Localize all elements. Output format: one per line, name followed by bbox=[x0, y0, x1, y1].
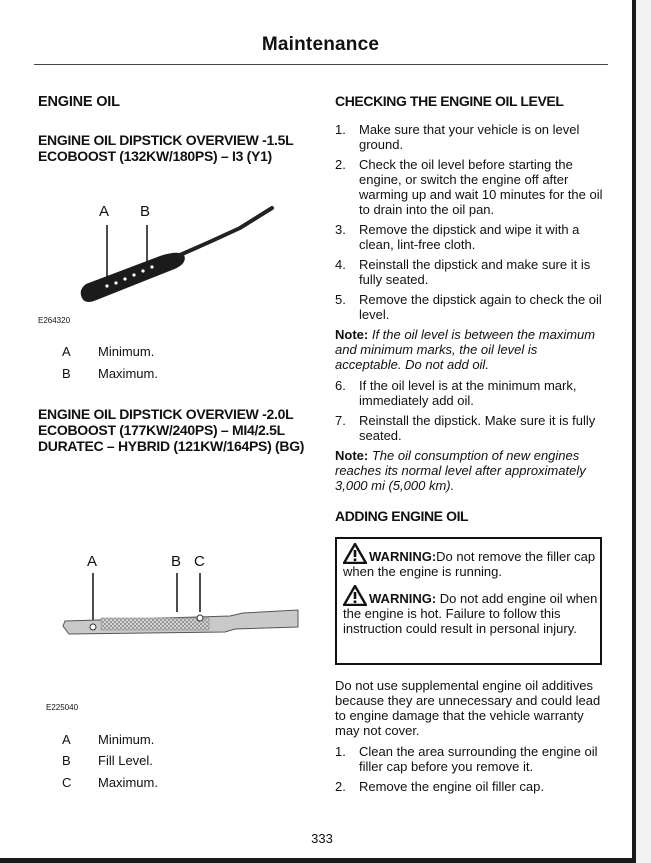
list-item bbox=[335, 744, 607, 774]
dipstick1-illustration bbox=[60, 200, 290, 320]
dipstick2-image-code: E225040 bbox=[46, 703, 79, 712]
note-oil-consumption bbox=[335, 448, 607, 493]
dipstick2-label-c: C bbox=[194, 553, 205, 570]
note-label: Note: bbox=[335, 448, 369, 463]
step-number: 1. bbox=[335, 122, 346, 137]
list-item bbox=[335, 292, 607, 322]
checking-steps bbox=[335, 122, 607, 499]
warning-icon bbox=[343, 585, 367, 606]
legend-key: B bbox=[62, 753, 71, 768]
step-number: 6. bbox=[335, 378, 346, 393]
note-label: Note: bbox=[335, 327, 369, 342]
legend-value: Minimum. bbox=[98, 732, 155, 747]
legend-key: B bbox=[62, 366, 71, 381]
warning-box bbox=[335, 537, 602, 665]
adding-title: ADDING ENGINE OIL bbox=[335, 508, 469, 524]
legend-value: Fill Level. bbox=[98, 753, 153, 768]
list-item bbox=[335, 257, 607, 287]
page-number: 333 bbox=[311, 831, 333, 846]
page-border-right bbox=[632, 0, 636, 863]
warning-text: Do not add engine oil when the engine is hot. Failure to follow this instruction could result in personal injury. bbox=[343, 591, 598, 636]
step-number: 2. bbox=[335, 157, 346, 172]
step-number: 2. bbox=[335, 779, 346, 794]
paragraph-text: Do not use supplemental engine oil additives because they are unnecessary and could lead to engine damage that the vehicle warranty may not cover. bbox=[335, 678, 601, 738]
step-text: Remove the dipstick and wipe it with a clean, lint-free cloth. bbox=[359, 222, 580, 252]
page-header: Maintenance bbox=[261, 34, 380, 55]
additives-paragraph bbox=[335, 678, 607, 799]
legend-value: Maximum. bbox=[98, 366, 158, 381]
step-number: 1. bbox=[335, 744, 346, 759]
step-text: Reinstall the dipstick and make sure it is fully seated. bbox=[359, 257, 591, 287]
step-text: Remove the engine oil filler cap. bbox=[359, 779, 544, 794]
step-text: Reinstall the dipstick. Make sure it is fully seated. bbox=[359, 413, 596, 443]
step-number: 7. bbox=[335, 413, 346, 428]
dipstick1-label-a: A bbox=[99, 203, 110, 220]
list-item bbox=[335, 122, 607, 152]
step-number: 5. bbox=[335, 292, 346, 307]
warning-engine-hot bbox=[343, 585, 600, 636]
warning-label: WARNING: bbox=[369, 591, 437, 606]
dipstick2-label-a: A bbox=[87, 553, 98, 570]
step-text: Check the oil level before starting the engine, or switch the engine off after warming up and wait 10 minutes for the oil to drain into the oil pan. bbox=[359, 157, 603, 217]
list-item bbox=[335, 157, 607, 217]
warning-icon bbox=[343, 543, 367, 564]
note-oil-level bbox=[335, 327, 607, 372]
legend-key: A bbox=[62, 344, 71, 359]
note-text: The oil consumption of new engines reaches its normal level after approximately 3,000 mi (5,000 km). bbox=[335, 448, 586, 493]
legend-key: A bbox=[62, 732, 71, 747]
page-shadow bbox=[636, 0, 651, 863]
list-item bbox=[335, 378, 607, 408]
dipstick2-illustration bbox=[55, 570, 305, 640]
step-text: Clean the area surrounding the engine oil filler cap before you remove it. bbox=[359, 744, 598, 774]
dipstick2-title: ENGINE OIL DIPSTICK OVERVIEW -2.0L ECOBOOST (177KW/240PS) – MI4/2.5L DURATEC – HYBRID (121KW/164PS) (BG) bbox=[38, 406, 305, 454]
list-item bbox=[335, 413, 607, 443]
header-rule bbox=[34, 64, 608, 65]
warning-text: Do not remove the filler cap when the engine is running. bbox=[343, 549, 596, 579]
list-item bbox=[335, 222, 607, 252]
page-border-bottom bbox=[0, 858, 636, 863]
list-item bbox=[335, 779, 607, 794]
legend-value: Maximum. bbox=[98, 775, 158, 790]
dipstick1-title: ENGINE OIL DIPSTICK OVERVIEW -1.5L ECOBOOST (132KW/180PS) – I3 (Y1) bbox=[38, 132, 294, 164]
step-text: If the oil level is at the minimum mark, immediately add oil. bbox=[359, 378, 577, 408]
warning-label: WARNING: bbox=[369, 549, 437, 564]
dipstick1-label-b: B bbox=[140, 203, 151, 220]
checking-title: CHECKING THE ENGINE OIL LEVEL bbox=[335, 93, 564, 109]
step-number: 3. bbox=[335, 222, 346, 237]
dipstick2-label-b: B bbox=[171, 553, 182, 570]
note-text: If the oil level is between the maximum and minimum marks, the oil level is acceptable. Do not add oil. bbox=[335, 327, 596, 372]
step-text: Make sure that your vehicle is on level ground. bbox=[359, 122, 580, 152]
warning-filler-cap bbox=[343, 543, 600, 579]
step-number: 4. bbox=[335, 257, 346, 272]
step-text: Remove the dipstick again to check the oil level. bbox=[359, 292, 602, 322]
legend-value: Minimum. bbox=[98, 344, 155, 359]
section-title-engine-oil: ENGINE OIL bbox=[38, 94, 120, 110]
legend-key: C bbox=[62, 775, 72, 790]
dipstick1-image-code: E264320 bbox=[38, 316, 71, 325]
